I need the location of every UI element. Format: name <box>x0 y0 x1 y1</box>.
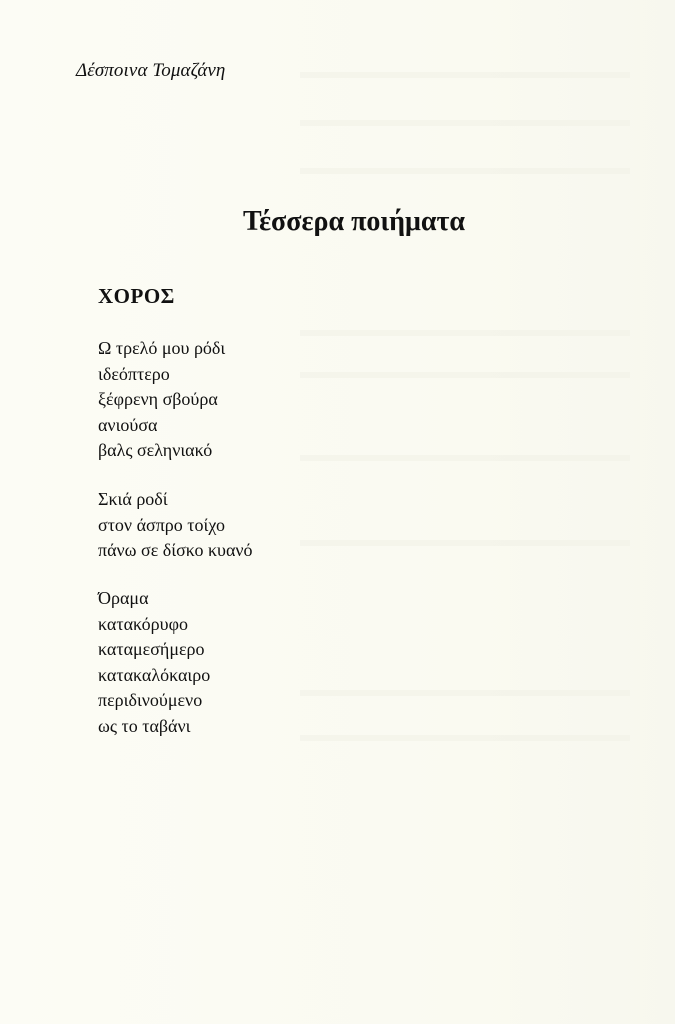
poem-stanza-1 <box>98 336 225 464</box>
running-header-author: Δέσποινα Τομαζάνη <box>76 60 226 81</box>
page-title: Τέσσερα ποιήματα <box>242 206 466 237</box>
poem-line: ιδεόπτερο <box>98 363 170 384</box>
show-through-line <box>300 168 630 174</box>
show-through-line <box>300 735 630 741</box>
show-through-line <box>300 372 630 378</box>
poem-line: καταμεσήμερο <box>98 639 205 660</box>
poem-stanza-3 <box>98 586 210 740</box>
show-through-line <box>300 540 630 546</box>
poem-line: κατακόρυφο <box>98 613 188 634</box>
poem-line: Σκιά ροδί <box>98 489 168 509</box>
poem-line: Όραμα <box>98 588 149 608</box>
poem-stanza-2 <box>98 487 253 564</box>
poem-line: βαλς σεληνιακό <box>98 440 213 461</box>
poem-line: στον άσπρο τοίχο <box>98 514 225 535</box>
show-through-line <box>300 72 630 78</box>
poem-line: κατακαλόκαιρο <box>98 664 211 685</box>
poem-line: περιδινούμενο <box>98 690 203 711</box>
poem-line: Ω τρελό μου ρόδι <box>98 338 226 358</box>
poem-line: ανιούσα <box>98 414 158 435</box>
poem-line: ως το ταβάνι <box>98 715 191 736</box>
show-through-line <box>300 330 630 336</box>
show-through-line <box>300 455 630 461</box>
show-through-line <box>300 690 630 696</box>
show-through-line <box>300 120 630 126</box>
poem-line: ξέφρενη σβούρα <box>98 389 218 410</box>
poem-heading: ΧΟΡΟΣ <box>98 284 175 308</box>
poem-line: πάνω σε δίσκο κυανό <box>98 540 253 561</box>
